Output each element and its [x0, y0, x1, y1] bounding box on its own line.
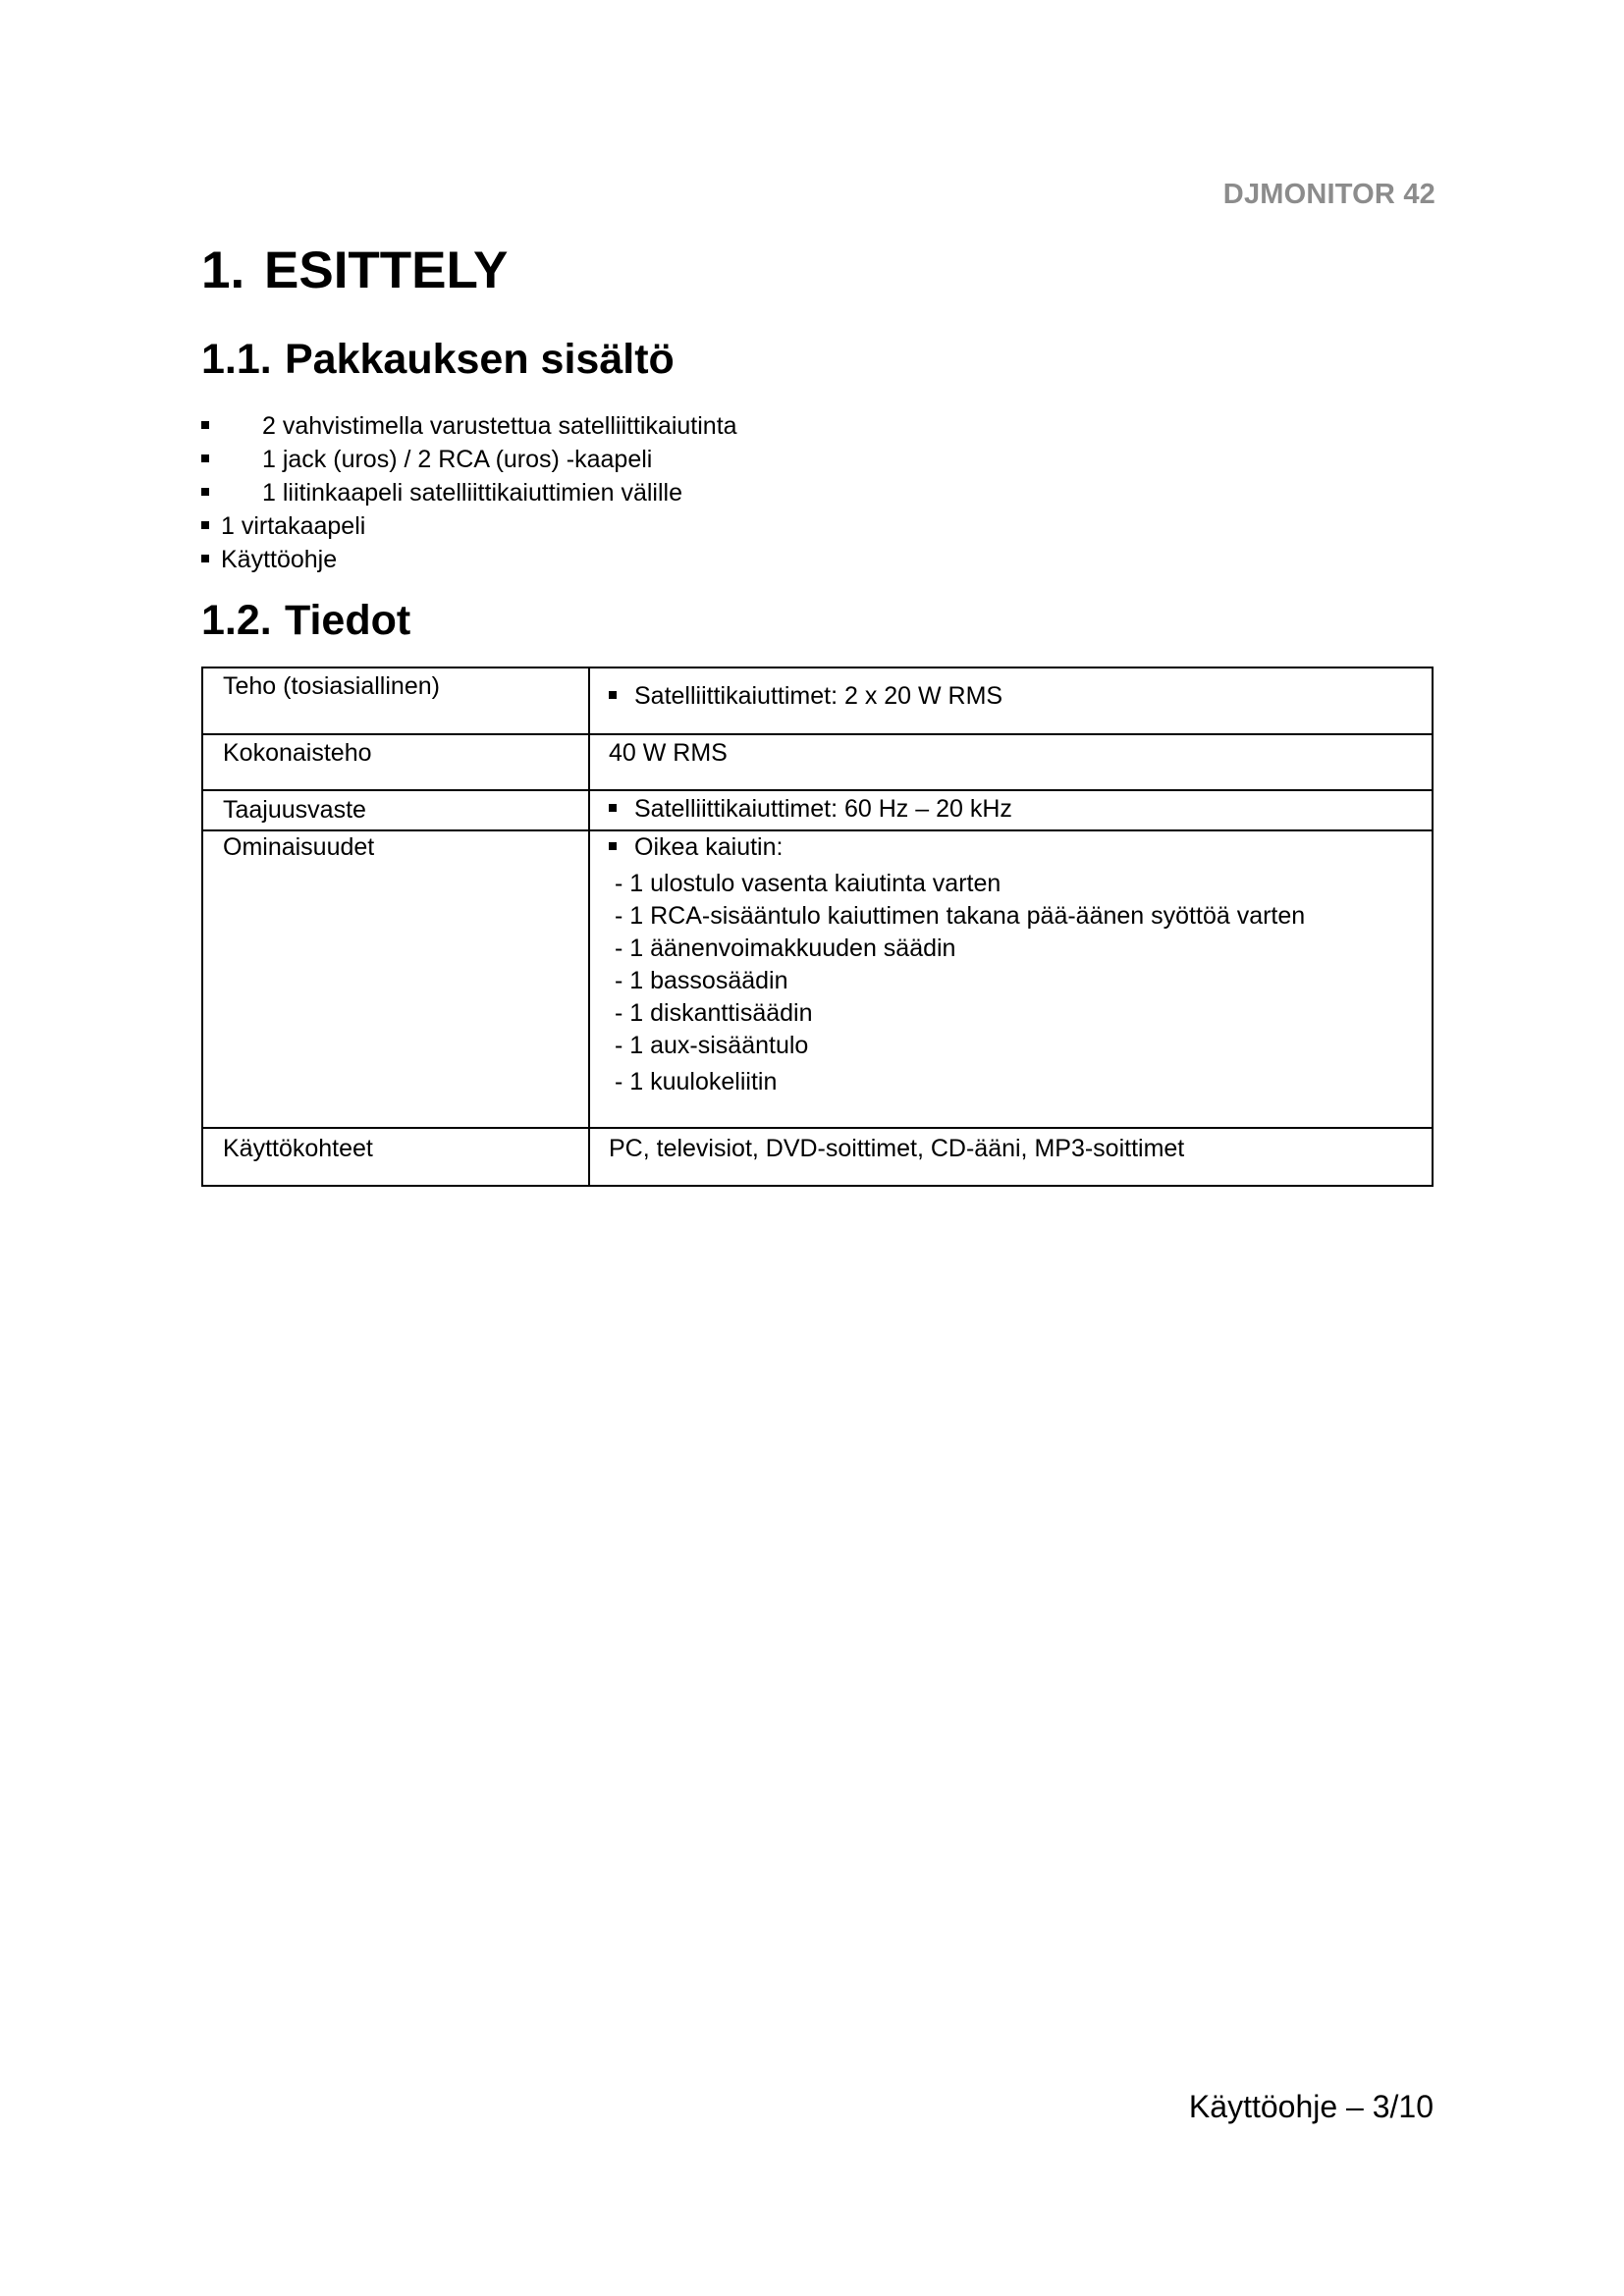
spec-label-total-power: Kokonaisteho	[202, 734, 589, 790]
table-row	[202, 734, 1433, 790]
spec-label-features: Ominaisuudet	[202, 830, 589, 1128]
bullet-square-icon	[201, 421, 209, 429]
list-item: 1 liitinkaapeli satelliittikaiuttimien välille	[201, 476, 737, 509]
list-item: - 1 äänenvoimakkuuden säädin	[615, 934, 956, 962]
list-item: - 1 ulostulo vasenta kaiutinta varten	[615, 870, 1001, 897]
page-footer: Käyttöohje – 3/10	[1188, 2089, 1434, 2124]
list-item: - 1 diskanttisäädin	[615, 999, 813, 1027]
list-item: 1 jack (uros) / 2 RCA (uros) -kaapeli	[201, 443, 737, 476]
bullet-square-icon	[201, 555, 209, 562]
list-item: Käyttöohje	[201, 543, 737, 576]
section-heading-introduction	[201, 240, 508, 300]
features-list	[609, 868, 1412, 1098]
bullet-square-icon	[609, 804, 617, 812]
subsection-heading-specifications	[201, 597, 410, 645]
bullet-square-icon	[609, 691, 617, 699]
list-item: 2 vahvistimella varustettua satelliittikaiutinta	[201, 409, 737, 443]
spec-value-uses: PC, televisiot, DVD-soittimet, CD-ääni, MP3-soittimet	[589, 1128, 1433, 1186]
spec-label-power: Teho (tosiasiallinen)	[202, 667, 589, 734]
subsection-heading-package-contents	[201, 336, 675, 384]
table-row	[202, 830, 1433, 1128]
bullet-square-icon	[201, 521, 209, 529]
section-title: ESITTELY	[264, 241, 509, 299]
bullet-square-icon	[201, 488, 209, 496]
list-item: - 1 kuulokeliitin	[615, 1068, 778, 1095]
subsection-title: Tiedot	[285, 597, 411, 644]
specifications-table	[201, 667, 1434, 1187]
subsection-title: Pakkauksen sisältö	[285, 336, 675, 383]
list-item: - 1 RCA-sisääntulo kaiuttimen takana pää-äänen syöttöä varten	[615, 902, 1306, 930]
list-item: - 1 bassosäädin	[615, 967, 788, 994]
subsection-number: 1.2.	[201, 597, 272, 644]
features-heading: Oikea kaiutin:	[609, 831, 1412, 864]
spec-value-features	[589, 830, 1433, 1128]
list-item: - 1 aux-sisääntulo	[615, 1032, 809, 1059]
spec-label-uses: Käyttökohteet	[202, 1128, 589, 1186]
table-row	[202, 667, 1433, 734]
spec-label-frequency-response: Taajuusvaste	[202, 790, 589, 830]
table-row	[202, 1128, 1433, 1186]
spec-value-power: Satelliittikaiuttimet: 2 x 20 W RMS	[589, 667, 1433, 734]
section-number: 1.	[201, 241, 245, 299]
subsection-number: 1.1.	[201, 336, 272, 383]
document-header-product: DJMONITOR 42	[1222, 179, 1435, 210]
spec-value-total-power: 40 W RMS	[589, 734, 1433, 790]
bullet-square-icon	[609, 842, 617, 850]
spec-value-frequency-response: Satelliittikaiuttimet: 60 Hz – 20 kHz	[589, 790, 1433, 830]
bullet-square-icon	[201, 454, 209, 462]
package-contents-list	[201, 409, 737, 576]
list-item: 1 virtakaapeli	[201, 509, 737, 543]
table-row	[202, 790, 1433, 830]
